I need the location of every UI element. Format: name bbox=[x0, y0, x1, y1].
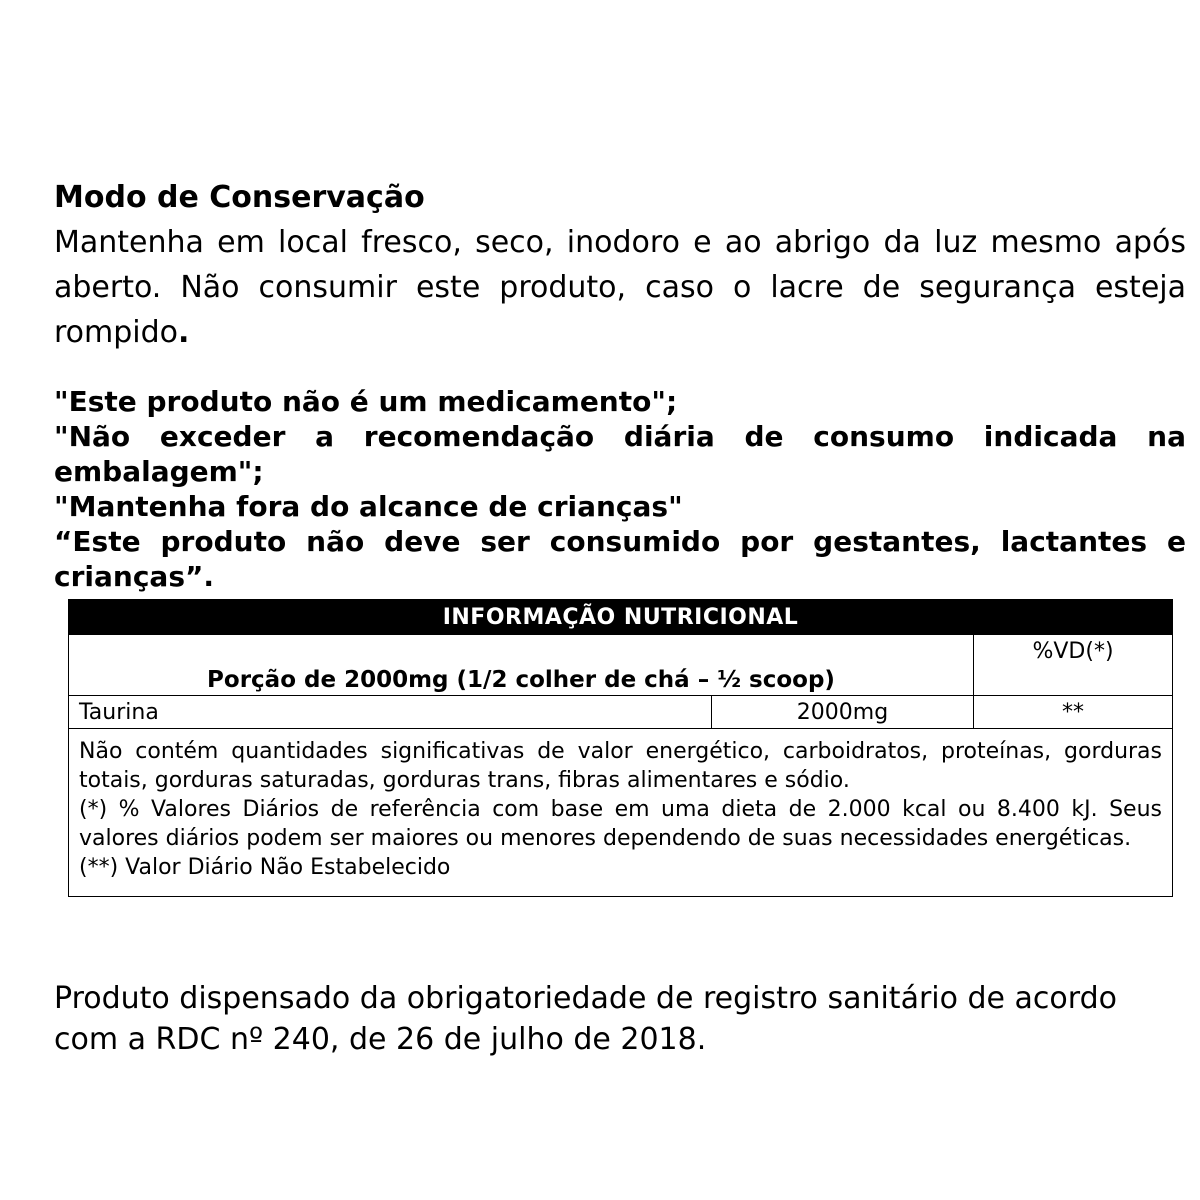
warning-not-medicine: "Este produto não é um medicamento"; bbox=[54, 385, 678, 418]
note-not-significant: Não contém quantidades significativas de valor energético, carboidratos, proteínas, gorduras totais, gorduras saturadas, gorduras trans, fibras alimentares e sódio. bbox=[79, 739, 1162, 793]
table-row bbox=[69, 696, 1173, 729]
conservation-period: . bbox=[178, 315, 190, 350]
portion-label: Porção de 2000mg (1/2 colher de chá – ½ scoop) bbox=[69, 635, 974, 696]
nutrition-notes bbox=[69, 729, 1173, 897]
note-not-established: (**) Valor Diário Não Estabelecido bbox=[79, 855, 451, 880]
conservation-section bbox=[54, 176, 1186, 355]
nutrient-name: Taurina bbox=[69, 696, 712, 729]
nutrition-table bbox=[68, 599, 1173, 897]
nutrition-header: INFORMAÇÃO NUTRICIONAL bbox=[69, 600, 1173, 635]
nutrient-amount: 2000mg bbox=[712, 696, 974, 729]
conservation-text bbox=[54, 220, 1186, 355]
conservation-title: Modo de Conservação bbox=[54, 180, 425, 215]
warning-not-for-pregnant: “Este produto não deve ser consumido por gestantes, lactantes e crianças”. bbox=[54, 525, 1186, 593]
warnings-section bbox=[54, 384, 1186, 594]
nutrient-vd: ** bbox=[974, 696, 1173, 729]
warning-keep-away-children: "Mantenha fora do alcance de crianças" bbox=[54, 490, 683, 523]
vd-header: %VD(*) bbox=[974, 635, 1173, 696]
registration-text: Produto dispensado da obrigatoriedade de registro sanitário de acordo com a RDC nº 240, de 26 de julho de 2018. bbox=[54, 981, 1117, 1057]
conservation-body: Mantenha em local fresco, seco, inodoro e ao abrigo da luz mesmo após aberto. Não consumir este produto, caso o lacre de segurança esteja rompido bbox=[54, 225, 1186, 350]
warning-do-not-exceed: "Não exceder a recomendação diária de consumo indicada na embalagem"; bbox=[54, 420, 1186, 488]
note-daily-values: (*) % Valores Diários de referência com base em uma dieta de 2.000 kcal ou 8.400 kJ. Seus valores diários podem ser maiores ou menores dependendo de suas necessidades energéticas. bbox=[79, 797, 1162, 851]
